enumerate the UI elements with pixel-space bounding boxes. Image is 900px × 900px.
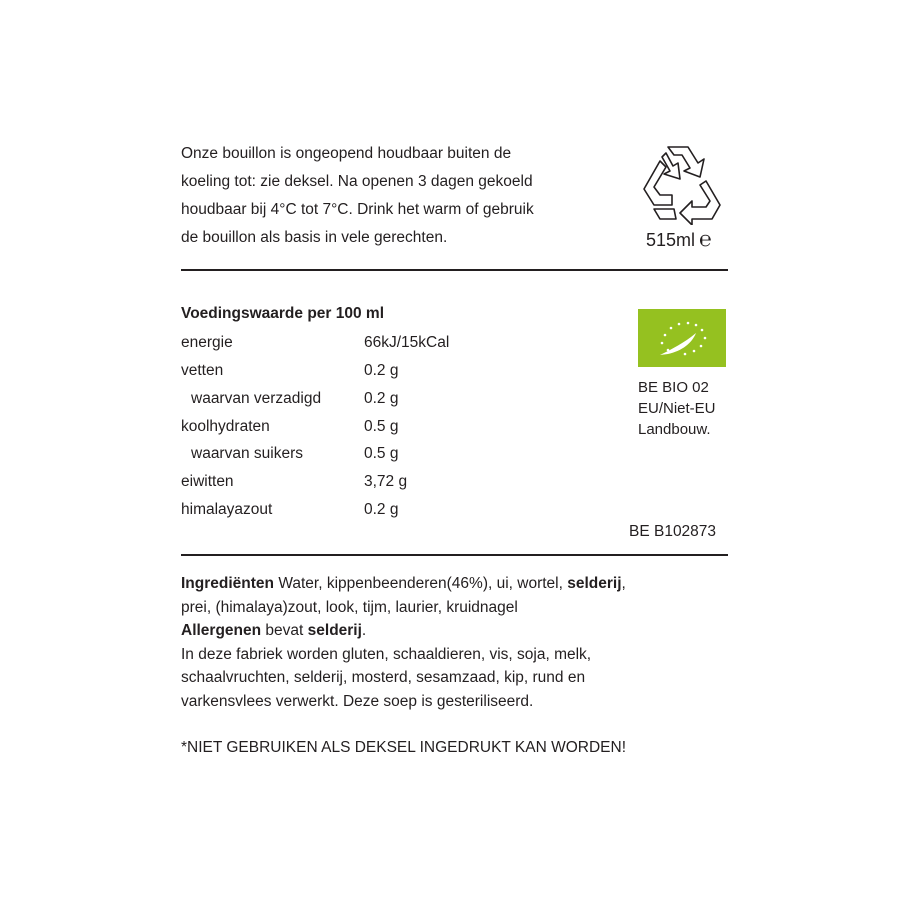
ingredients-label: Ingrediënten [181, 575, 275, 592]
storage-instructions [181, 140, 581, 252]
allergens-text: . [361, 622, 367, 639]
eu-organic-logo [638, 309, 726, 367]
storage-line: Onze bouillon is ongeopend houdbaar buiten de [181, 145, 512, 162]
ingredients-line [181, 572, 741, 596]
divider [181, 554, 728, 556]
ingredients-section [181, 572, 741, 713]
recycle-icon [640, 143, 724, 225]
storage-line: koeling tot: zie deksel. Na openen 3 dagen gekoeld [181, 173, 533, 190]
control-code: BE B102873 [629, 523, 717, 540]
allergen-highlight: selderij [567, 575, 622, 592]
volume-value: 515ml [646, 230, 696, 250]
eu-organic-leaf-icon [638, 309, 726, 367]
nutrition-value: 0.2 g [364, 501, 399, 518]
nutrition-name: waarvan verzadigd [191, 390, 322, 407]
nutrition-value: 0.2 g [364, 390, 399, 407]
storage-line: de bouillon als basis in vele gerechten. [181, 229, 448, 246]
allergens-line [181, 619, 741, 643]
nutrition-name: koolhydraten [181, 418, 270, 435]
nutrition-value: 0.2 g [364, 362, 399, 379]
factory-line: varkensvlees verwerkt. Deze soep is gesteriliseerd. [181, 692, 534, 710]
ingredients-line: prei, (himalaya)zout, look, tijm, laurier, kruidnagel [181, 598, 518, 616]
organic-line: EU/Niet-EU [638, 400, 716, 417]
nutrition-name: waarvan suikers [191, 445, 303, 462]
estimated-sign-icon: ℮ [699, 227, 712, 251]
allergens-text: bevat [261, 622, 308, 639]
volume-label [646, 227, 712, 252]
nutrition-name: energie [181, 334, 233, 351]
factory-line: schaalvruchten, selderij, mosterd, sesamzaad, kip, rund en [181, 669, 586, 686]
lid-warning: *NIET GEBRUIKEN ALS DEKSEL INGEDRUKT KAN WORDEN! [181, 739, 627, 756]
allergen-highlight: selderij [307, 622, 362, 639]
nutrition-value: 0.5 g [364, 418, 399, 435]
nutrition-name: himalayazout [181, 501, 273, 518]
allergens-label: Allergenen [181, 622, 262, 639]
ingredients-text: Water, kippenbeenderen(46%), ui, wortel, [274, 575, 568, 592]
factory-line: In deze fabriek worden gluten, schaaldieren, vis, soja, melk, [181, 645, 592, 663]
nutrition-value: 0.5 g [364, 445, 399, 462]
ingredients-text: , [621, 575, 626, 592]
nutrition-name: vetten [181, 362, 224, 379]
nutrition-name: eiwitten [181, 473, 234, 490]
nutrition-value: 3,72 g [364, 473, 408, 490]
nutrition-value: 66kJ/15kCal [364, 334, 450, 351]
organic-line: Landbouw. [638, 421, 711, 438]
storage-line: houdbaar bij 4°C tot 7°C. Drink het warm of gebruik [181, 201, 534, 218]
organic-line: BE BIO 02 [638, 379, 709, 396]
organic-certification [638, 377, 716, 440]
nutrition-title: Voedingswaarde per 100 ml [181, 305, 385, 322]
divider [181, 269, 728, 271]
